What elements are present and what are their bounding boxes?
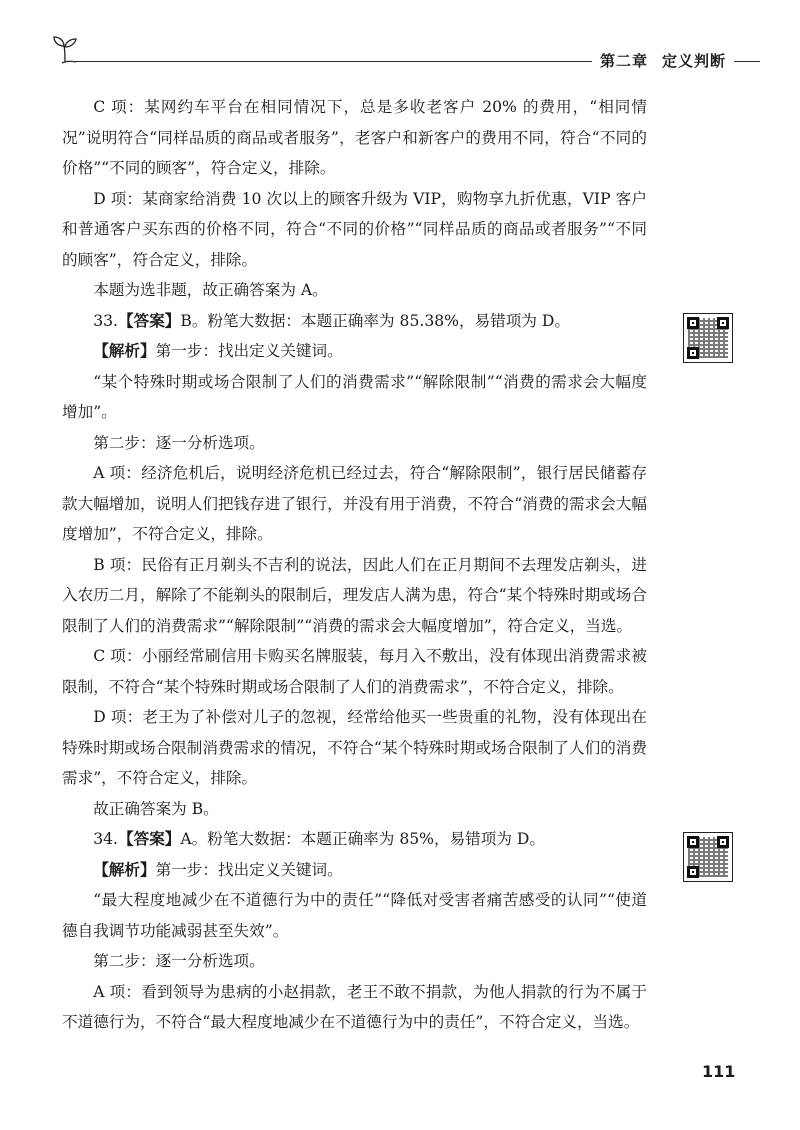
q33-option-a: A 项：经济危机后，说明经济危机已经过去，符合“解除限制”，银行居民储蓄存款大幅增加，说明人们把钱存进了银行，并没有用于消费，不符合“消费的需求会大幅度增加”，不符合定义，排除。 bbox=[62, 464, 647, 543]
q33-step2: 第二步：逐一分析选项。 bbox=[93, 433, 265, 452]
q33-answer-tag: 【答案】 bbox=[118, 311, 181, 330]
q34-analysis-line bbox=[62, 855, 647, 886]
q33-analysis-text: 第一步：找出定义关键词。 bbox=[155, 342, 343, 360]
q34-answer-text: A。粉笔大数据：本题正确率为 85%，易错项为 D。 bbox=[180, 830, 546, 848]
q34-step2: 第二步：逐一分析选项。 bbox=[93, 952, 265, 970]
q34-option-a: A 项：看到领导为患病的小赵捐款，老王不敢不捐款，为他人捐款的行为不属于不道德行为，不符合“最大程度地减少在不道德行为中的责任”，不符合定义，当选。 bbox=[62, 982, 647, 1031]
q33-analysis-line bbox=[62, 336, 647, 367]
q34-keywords: “最大程度地减少在不道德行为中的责任”“降低对受害者痛苦感受的认同”“使道德自我调节功能减弱甚至失效”。 bbox=[62, 891, 647, 940]
q33-keywords: “某个特殊时期或场合限制了人们的消费需求”“解除限制”“消费的需求会大幅度增加”。 bbox=[62, 372, 647, 421]
q34-answer-tag: 【答案】 bbox=[118, 830, 181, 848]
q33-analysis-tag: 【解析】 bbox=[93, 342, 156, 360]
q33-qr-code-icon[interactable] bbox=[683, 313, 733, 363]
q33-conclusion: 故正确答案为 B。 bbox=[93, 799, 219, 818]
q33-option-d: D 项：老王为了补偿对儿子的忽视，经常给他买一些贵重的礼物，没有体现出在特殊时期或场合限制消费需求的情况，不符合“某个特殊时期或场合限制了人们的消费需求”，不符合定义，排除。 bbox=[62, 708, 647, 787]
paragraph-option-d: D 项：某商家给消费 10 次以上的顾客升级为 VIP，购物享九折优惠，VIP 客户和普通客户买东西的价格不同，符合“不同的价格”“同样品质的商品或者服务”“不同的顾客”，符合定义，排除。 bbox=[62, 189, 647, 269]
page-header bbox=[52, 34, 760, 74]
page-number: 111 bbox=[702, 1062, 736, 1081]
q33-option-b: B 项：民俗有正月剃头不吉利的说法，因此人们在正月期间不去理发店剃头，进入农历二月，解除了不能剃头的限制后，理发店人满为患，符合“某个特殊时期或场合限制了人们的消费需求”“解除限制”“消费的需求会大幅度增加”，符合定义，当选。 bbox=[62, 555, 647, 635]
q34-analysis-tag: 【解析】 bbox=[93, 860, 156, 879]
q34-number: 34. bbox=[93, 830, 118, 848]
sprout-logo-icon bbox=[52, 34, 78, 64]
q33-number: 33. bbox=[93, 311, 118, 330]
paragraph-option-c: C 项：某网约车平台在相同情况下，总是多收老客户 20% 的费用，“相同情况”说明符合“同样品质的商品或者服务”，老客户和新客户的费用不同，符合“不同的价格”“不同的顾客”，符合定义，排除。 bbox=[62, 98, 647, 177]
q33-option-c: C 项：小丽经常刷信用卡购买名牌服装，每月入不敷出，没有体现出消费需求被限制，不符合“某个特殊时期或场合限制了人们的消费需求”，不符合定义，排除。 bbox=[62, 647, 647, 696]
chapter-number: 第二章 bbox=[600, 52, 649, 70]
header-rule-right bbox=[732, 61, 760, 62]
q33-answer-text: B。粉笔大数据：本题正确率为 85.38%，易错项为 D。 bbox=[180, 311, 571, 330]
page-content bbox=[62, 92, 647, 1038]
header-rule-left bbox=[70, 61, 638, 62]
section-title: 定义判断 bbox=[662, 52, 727, 70]
chapter-title bbox=[592, 50, 734, 71]
paragraph-conclusion: 本题为选非题，故正确答案为 A。 bbox=[93, 281, 328, 299]
q34-analysis-text: 第一步：找出定义关键词。 bbox=[155, 860, 343, 879]
q33-answer-line bbox=[62, 306, 647, 337]
q34-answer-line bbox=[62, 824, 647, 855]
q34-qr-code-icon[interactable] bbox=[683, 832, 733, 882]
